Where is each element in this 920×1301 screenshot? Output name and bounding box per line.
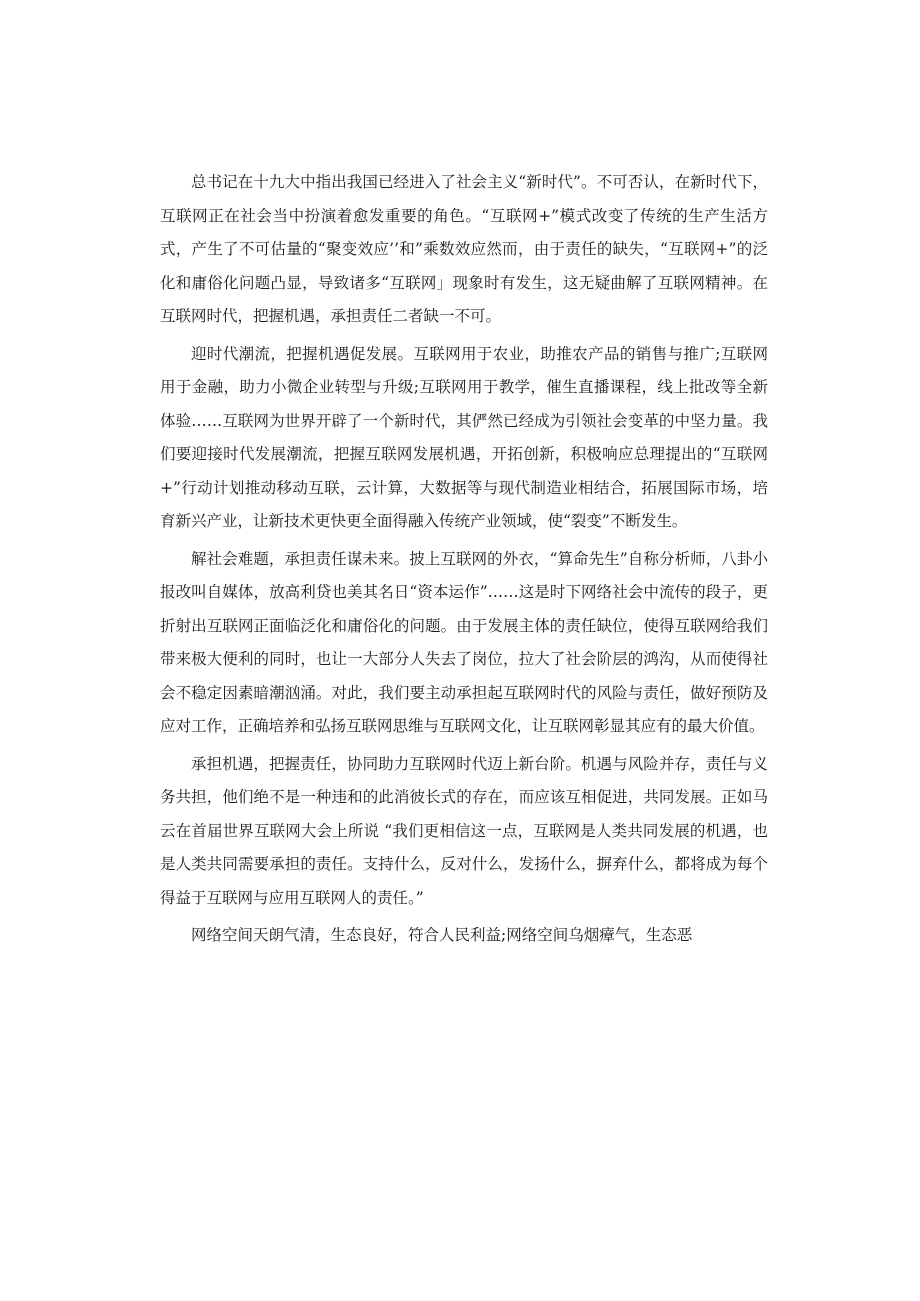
paragraph-1: 总书记在十九大中指出我国已经进入了社会主义“新时代”。不可否认，在新时代下，互联网正在社会当中扮演着愈发重要的角色。“互联网+”模式改变了传统的生产生活方式，产生了不可估量的“聚变效应’’和”乘数效应然而，由于责任的缺失，“互联网+”的泛化和庸俗化问题凸显，导致诸多“互联网」现象时有发生，这无疑曲解了互联网精神。在互联网时代，把握机遇，承担责任二者缺一不可。	[160, 173, 768, 325]
paragraph-4: 承担机遇，把握责任，协同助力互联网时代迈上新台阶。机遇与风险并存，责任与义务共担，他们绝不是一种违和的此消彼长式的存在，而应该互相促进，共同发展。正如马云在首届世界互联网大会上所说 “我们更相信这一点，互联网是人类共同发展的机遇，也是人类共同需要承担的责任。支持什么，反对什么，发扬什么，摒弃什么，都将成为每个得益于互联网与应用互联网人的责任。”	[160, 754, 768, 907]
document-body	[160, 166, 768, 957]
paragraph-5: 网络空间天朗气清，生态良好，符合人民利益;网络空间乌烟瘴气，生态恶	[191, 926, 693, 944]
paragraph-2: 迎时代潮流，把握机遇促发展。互联网用于农业，助推农产品的销售与推广;互联网用于金融，助力小微企业转型与升级;互联网用于教学，催生直播课程，线上批改等全新体验……互联网为世界开辟了一个新时代，其俨然已经成为引领社会变革的中坚力量。我们要迎接时代发展潮流，把握互联网发展机遇，开拓创新，积极响应总理提出的“互联网+”行动计划推动移动互联，云计算，大数据等与现代制造业相结合，拓展国际市场，培育新兴产业，让新技术更快更全面得融入传统产业领域，使“裂变”不断发生。	[160, 344, 768, 530]
paragraph-3: 解社会难题，承担责任谋未来。披上互联网的外衣，“算命先生”自称分析师，八卦小报改叫自媒体，放高利贷也美其名日“资本运作”……这是时下网络社会中流传的段子，更折射出互联网正面临泛化和庸俗化的问题。由于发展主体的责任缺位，使得互联网给我们带来极大便利的同时，也让一大部分人失去了岗位，拉大了社会阶层的鸿沟，从而使得社会不稳定因素暗潮汹涌。对此，我们要主动承担起互联网时代的风险与责任，做好预防及应对工作，正确培养和弘扬互联网思维与互联网文化，让互联网彰显其应有的最大价值。	[160, 549, 768, 735]
